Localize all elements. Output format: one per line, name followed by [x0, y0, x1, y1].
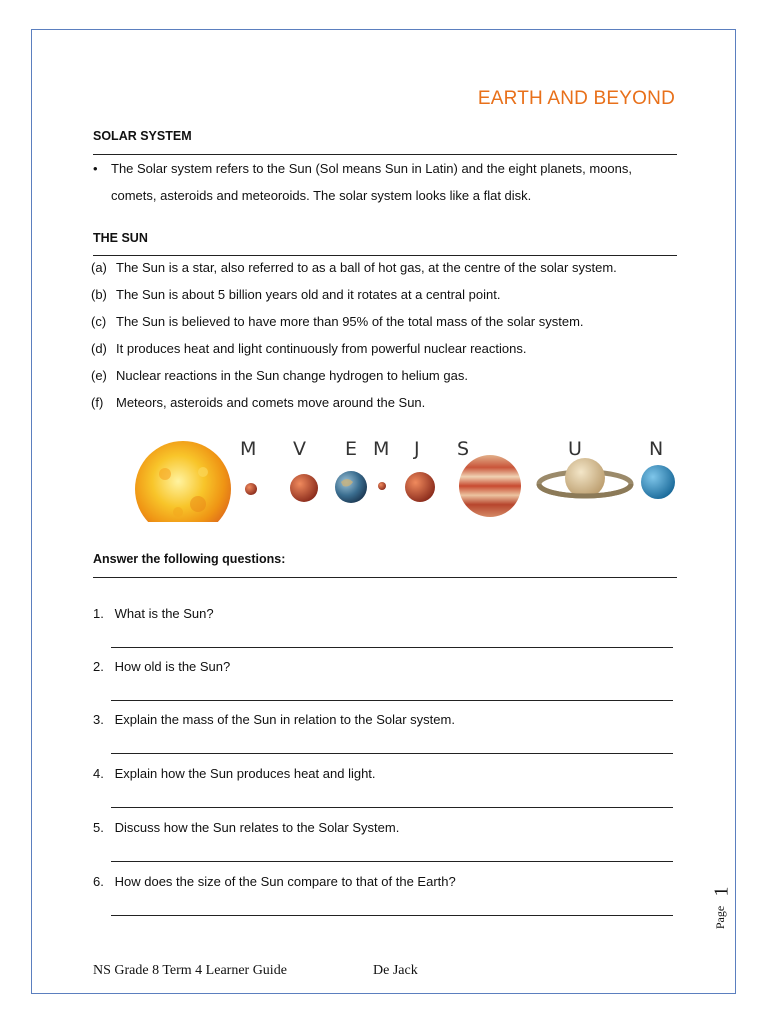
question-text: What is the Sun? — [114, 606, 214, 621]
questions-heading: Answer the following questions: — [93, 552, 286, 566]
question-number: 1. — [93, 606, 104, 621]
question-text: Explain how the Sun produces heat and light. — [114, 766, 376, 781]
list-item-text: The Sun is believed to have more than 95% of the total mass of the solar system. — [116, 314, 584, 329]
question-item — [93, 606, 677, 621]
page-word: Page — [713, 905, 728, 930]
bullet-dot: • — [93, 161, 98, 176]
question-text: Discuss how the Sun relates to the Solar System. — [114, 820, 400, 835]
list-item-text: Nuclear reactions in the Sun change hydrogen to helium gas. — [116, 368, 468, 383]
question-number: 3. — [93, 712, 104, 727]
list-item — [91, 389, 681, 416]
planet-letter-venus: V — [293, 438, 306, 460]
planets-drawing — [123, 434, 683, 522]
list-item-label: (d) — [91, 341, 107, 356]
question-text: Explain the mass of the Sun in relation to the Solar system. — [114, 712, 455, 727]
question-number: 4. — [93, 766, 104, 781]
planet-letter-earth: E — [345, 438, 358, 460]
solar-system-text: The Solar system refers to the Sun (Sol means Sun in Latin) and the eight planets, moons, comets, asteroids and meteoroids. The solar system looks like a flat disk. — [111, 161, 633, 203]
list-item — [91, 362, 681, 389]
list-item-text: Meteors, asteroids and comets move around the Sun. — [116, 395, 426, 410]
list-item-label: (c) — [91, 314, 107, 329]
question-text: How old is the Sun? — [114, 659, 231, 674]
planet-letter-neptune: N — [649, 438, 664, 460]
question-item — [93, 659, 677, 674]
questions-rule — [93, 577, 677, 578]
list-item-text: It produces heat and light continuously from powerful nuclear reactions. — [116, 341, 527, 356]
question-item — [93, 820, 677, 835]
footer-author: De Jack — [373, 963, 418, 978]
question-number: 6. — [93, 874, 104, 889]
list-item-label: (a) — [91, 260, 107, 275]
list-item — [91, 335, 681, 362]
planet-letter-mercury: M — [240, 438, 257, 460]
question-number: 5. — [93, 820, 104, 835]
page-title: EARTH AND BEYOND — [477, 88, 675, 109]
list-item-text: The Sun is about 5 billion years old and it rotates at a central point. — [116, 287, 501, 302]
question-item — [93, 874, 677, 889]
answer-line[interactable] — [111, 647, 673, 648]
answer-line[interactable] — [111, 861, 673, 862]
list-item — [91, 281, 681, 308]
answer-line[interactable] — [111, 700, 673, 701]
footer-guide-title: NS Grade 8 Term 4 Learner Guide — [93, 963, 287, 978]
answer-line[interactable] — [111, 915, 673, 916]
question-text: How does the size of the Sun compare to that of the Earth? — [114, 874, 456, 889]
question-item — [93, 766, 677, 781]
list-item-label: (e) — [91, 368, 107, 383]
page-number: 1 — [710, 886, 733, 897]
list-item-label: (f) — [91, 395, 104, 410]
list-item — [91, 254, 681, 281]
planet-letter-mars: M — [373, 438, 390, 460]
the-sun-heading: THE SUN — [93, 231, 148, 245]
question-item — [93, 712, 677, 727]
planet-letter-saturn: S — [457, 438, 470, 460]
page-number-mark — [710, 886, 739, 936]
list-item-text: The Sun is a star, also referred to as a ball of hot gas, at the centre of the solar system. — [116, 260, 617, 275]
planet-letter-jupiter: J — [414, 438, 420, 460]
planet-letter-uranus: U — [568, 438, 582, 460]
sun-facts-list — [91, 254, 681, 416]
answer-line[interactable] — [111, 807, 673, 808]
question-number: 2. — [93, 659, 104, 674]
list-item — [91, 308, 681, 335]
answer-line[interactable] — [111, 753, 673, 754]
list-item-label: (b) — [91, 287, 107, 302]
solar-system-heading: SOLAR SYSTEM — [93, 129, 192, 143]
solar-system-illustration — [123, 434, 683, 522]
